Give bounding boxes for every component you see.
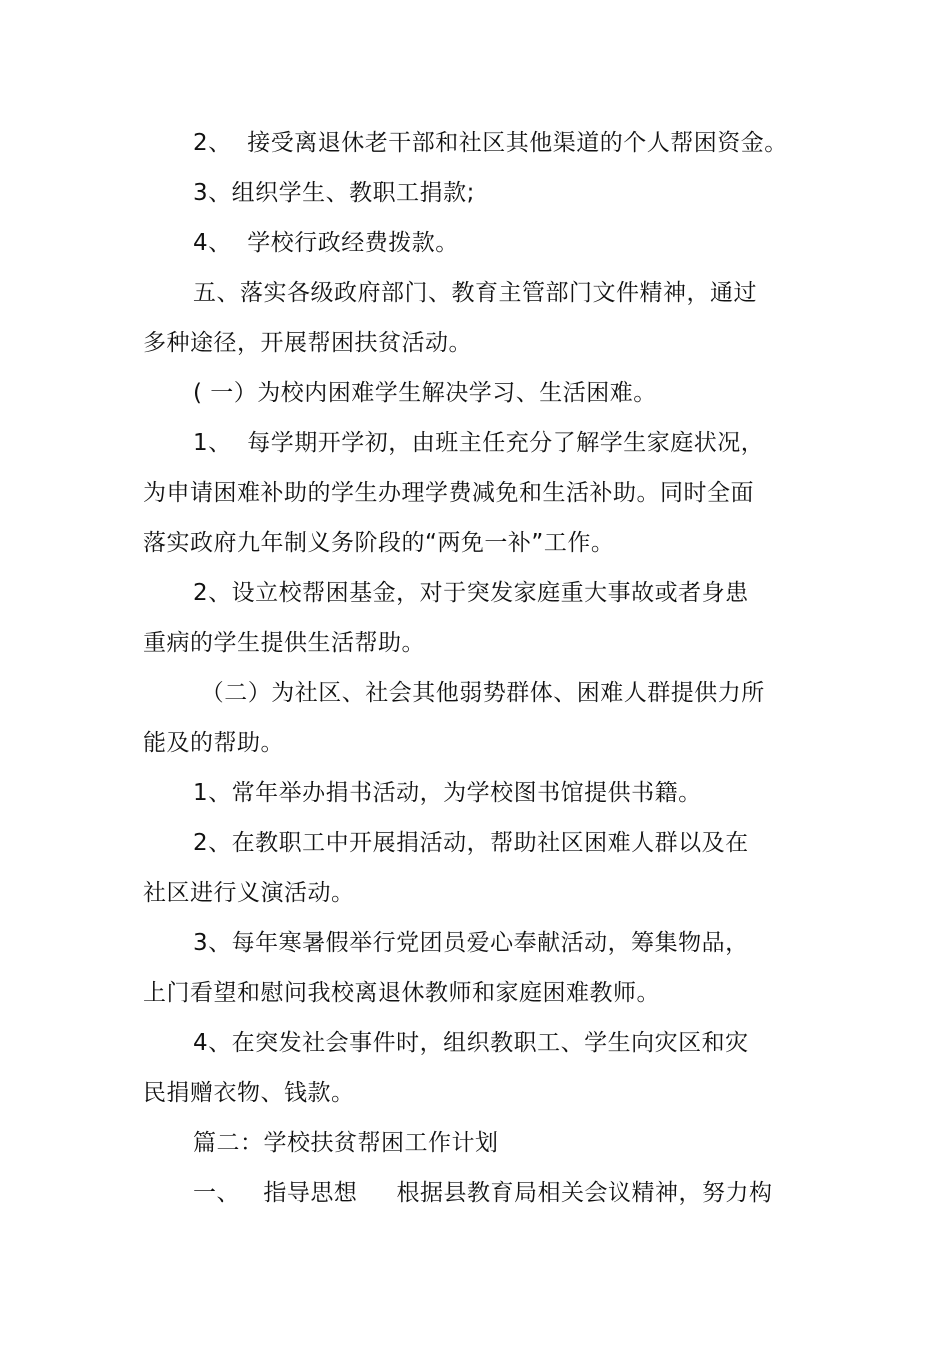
paragraph-line: 落实政府九年制义务阶段的“两免一补”工作。	[143, 530, 615, 556]
paragraph-line: 能及的帮助。	[143, 730, 284, 756]
paragraph-line: 2、设立校帮困基金，对于突发家庭重大事故或者身患	[193, 580, 749, 606]
section-heading: （二）为社区、社会其他弱势群体、困难人群提供力所	[193, 680, 765, 706]
section-heading: ( 一）为校内困难学生解决学习、生活困难。	[193, 380, 657, 406]
paragraph-line: 多种途径，开展帮困扶贫活动。	[143, 330, 472, 356]
paragraph-line: 五、落实各级政府部门、教育主管部门文件精神，通过	[193, 280, 757, 306]
paragraph-line: 重病的学生提供生活帮助。	[143, 630, 425, 656]
paragraph-line: 3、每年寒暑假举行党团员爱心奉献活动，筹集物品，	[193, 930, 749, 956]
paragraph-line: 民捐赠衣物、钱款。	[143, 1080, 355, 1106]
paragraph-line: 1、 每学期开学初，由班主任充分了解学生家庭状况，	[193, 430, 765, 456]
paragraph-line: 3、组织学生、教职工捐款;	[193, 180, 475, 206]
paragraph-line: 为申请困难补助的学生办理学费减免和生活补助。同时全面	[143, 480, 754, 506]
paragraph-line: 2、在教职工中开展捐活动，帮助社区困难人群以及在	[193, 830, 749, 856]
chapter-title: 篇二：学校扶贫帮困工作计划	[193, 1130, 499, 1156]
paragraph-line: 社区进行义演活动。	[143, 880, 355, 906]
paragraph-line: 4、在突发社会事件时，组织教职工、学生向灾区和灾	[193, 1030, 749, 1056]
paragraph-line: 1、常年举办捐书活动，为学校图书馆提供书籍。	[193, 780, 702, 806]
paragraph-line: 2、 接受离退休老干部和社区其他渠道的个人帮困资金。	[193, 130, 788, 156]
paragraph-line: 上门看望和慰问我校离退休教师和家庭困难教师。	[143, 980, 660, 1006]
paragraph-line: 4、 学校行政经费拨款。	[193, 230, 459, 256]
paragraph-line: 一、 指导思想 根据县教育局相关会议精神，努力构	[193, 1180, 773, 1206]
